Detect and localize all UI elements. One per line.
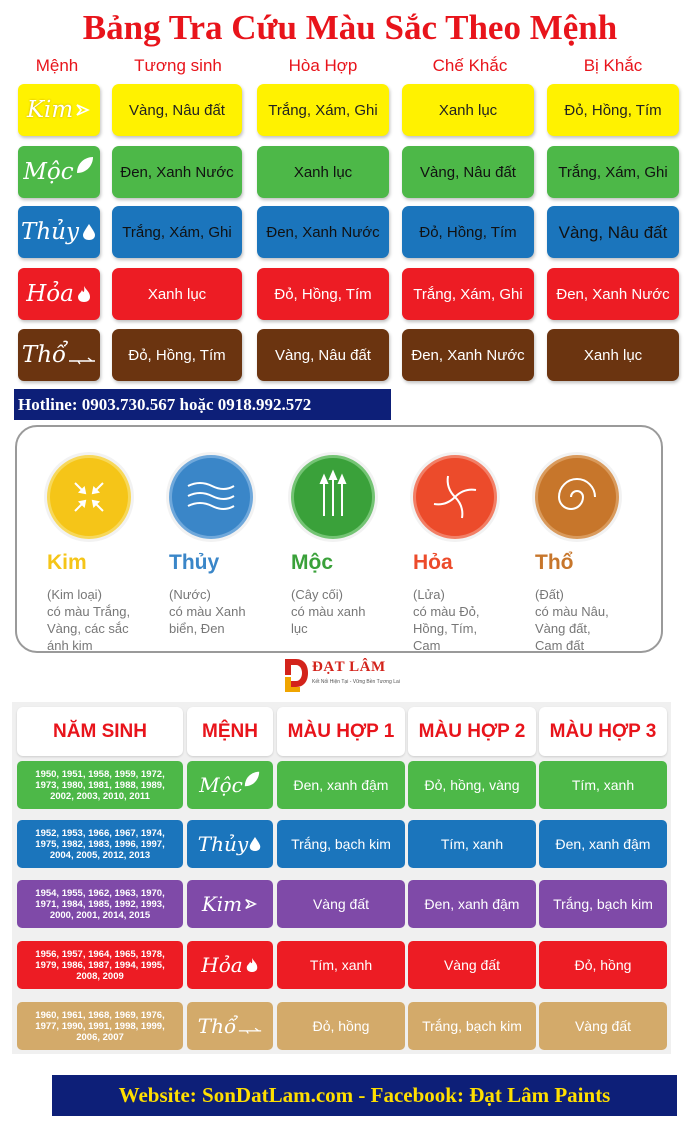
menh-moc-badge	[18, 146, 100, 198]
page-title: Bảng Tra Cứu Màu Sắc Theo Mệnh	[82, 8, 618, 47]
menh-label: Thổ	[21, 342, 67, 368]
kim-circle-icon	[47, 455, 131, 539]
cell-hoa-hop: Đen, Xanh Nước	[257, 206, 389, 258]
desc-line: Vàng đất,	[535, 621, 591, 636]
menh-hoa-badge	[187, 941, 273, 989]
logo-brand: ĐẠT LÂM	[312, 659, 386, 675]
cell-bi-khac: Trắng, Xám, Ghi	[547, 146, 679, 198]
menh-kim-badge	[18, 84, 100, 136]
desc-line: lục	[291, 621, 308, 636]
years-cell	[17, 880, 183, 928]
menh-label: Hỏa	[201, 953, 243, 977]
element-name: Kim	[47, 551, 87, 574]
hoa-circle-icon	[413, 455, 497, 539]
cell-bi-khac: Đen, Xanh Nước	[547, 268, 679, 320]
menh-label: Mộc	[23, 159, 74, 185]
cell-tuong-sinh: Xanh lục	[112, 268, 242, 320]
flame-icon	[76, 285, 92, 303]
menh-label: Mộc	[199, 773, 243, 797]
cell-bi-khac: Vàng, Nâu đất	[547, 206, 679, 258]
menh-label: Thủy	[21, 219, 79, 245]
years-cell	[17, 761, 183, 809]
element-hoa	[413, 455, 535, 654]
menh-thuy-badge	[18, 206, 100, 258]
flame-icon	[245, 957, 259, 973]
desc-line: (Đất)	[535, 587, 564, 602]
header-menh: Mệnh	[35, 56, 79, 75]
cell-che-khac: Đen, Xanh Nước	[402, 329, 534, 381]
desc-line: Cam đất	[535, 638, 585, 653]
ground-icon	[68, 355, 96, 365]
desc-line: (Kim loại)	[47, 587, 102, 602]
header-menh: MỆNH	[187, 707, 273, 756]
cell-che-khac: Trắng, Xám, Ghi	[402, 268, 534, 320]
cell-tuong-sinh: Vàng, Nâu đất	[112, 84, 242, 136]
cell-che-khac: Xanh lục	[402, 84, 534, 136]
menh-tho-badge	[18, 329, 100, 381]
years-line: 2008, 2009	[76, 970, 124, 982]
years-line: 1979, 1986, 1987, 1994, 1995,	[35, 959, 165, 971]
mau-hop-1-cell: Tím, xanh	[277, 941, 405, 989]
logo-tagline: Kết Nối Hiện Tại - Vững Bền Tương Lai	[312, 679, 400, 685]
leaf-icon	[243, 770, 261, 788]
years-line: 1960, 1961, 1968, 1969, 1976,	[35, 1009, 165, 1021]
desc-line: có màu Nâu,	[535, 604, 609, 619]
water-drop-icon	[81, 223, 97, 241]
element-desc	[291, 586, 413, 637]
mau-hop-3-cell: Đỏ, hồng	[539, 941, 667, 989]
table-row-hoa	[0, 268, 700, 322]
cell-tuong-sinh: Đỏ, Hồng, Tím	[112, 329, 242, 381]
cell-tuong-sinh: Trắng, Xám, Ghi	[112, 206, 242, 258]
years-cell	[17, 820, 183, 868]
cell-bi-khac: Đỏ, Hồng, Tím	[547, 84, 679, 136]
dat-lam-logo	[282, 657, 402, 697]
desc-line: (Lửa)	[413, 587, 445, 602]
menh-moc-badge	[187, 761, 273, 809]
arrow-icon	[244, 897, 258, 911]
menh-label: Kim	[201, 892, 243, 916]
desc-line: có màu Xanh	[169, 604, 246, 619]
menh-label: Hỏa	[26, 281, 74, 307]
website-banner: Website: SonDatLam.com - Facebook: Đạt Lâm Paints	[52, 1075, 677, 1116]
header-bi-khac: Bị Khắc	[583, 56, 643, 75]
element-desc	[413, 586, 535, 654]
header-mau-hop-2: MÀU HỢP 2	[408, 707, 536, 756]
moc-circle-icon	[291, 455, 375, 539]
element-thuy	[169, 455, 291, 637]
element-desc	[47, 586, 169, 654]
header-tuong-sinh: Tương sinh	[134, 56, 222, 75]
element-name: Thổ	[535, 551, 574, 574]
cell-che-khac: Vàng, Nâu đất	[402, 146, 534, 198]
mau-hop-3-cell: Trắng, bạch kim	[539, 880, 667, 928]
element-name: Mộc	[291, 551, 333, 574]
cell-hoa-hop: Đỏ, Hồng, Tím	[257, 268, 389, 320]
mau-hop-3-cell: Vàng đất	[539, 1002, 667, 1050]
years-line: 1975, 1982, 1983, 1996, 1997,	[35, 838, 165, 850]
table-row-kim	[0, 84, 700, 138]
years-line: 1954, 1955, 1962, 1963, 1970,	[35, 887, 165, 899]
menh-thuy-badge	[187, 820, 273, 868]
tho-circle-icon	[535, 455, 619, 539]
mau-hop-3-cell: Đen, xanh đậm	[539, 820, 667, 868]
years-line: 1956, 1957, 1964, 1965, 1978,	[35, 948, 165, 960]
header-che-khac: Chế Khắc	[432, 56, 508, 75]
header-mau-hop-1: MÀU HỢP 1	[277, 707, 405, 756]
years-cell	[17, 1002, 183, 1050]
years-cell	[17, 941, 183, 989]
years-line: 1973, 1980, 1981, 1988, 1989,	[35, 779, 165, 791]
menh-kim-badge	[187, 880, 273, 928]
element-color-table	[0, 82, 700, 386]
element-tho	[535, 455, 657, 654]
years-line: 2006, 2007	[76, 1031, 124, 1043]
desc-line: Cam	[413, 638, 441, 653]
cell-hoa-hop: Vàng, Nâu đất	[257, 329, 389, 381]
desc-line: ánh kim	[47, 638, 93, 653]
menh-tho-badge	[187, 1002, 273, 1050]
ground-icon	[238, 1025, 262, 1035]
mau-hop-1-cell: Đen, xanh đậm	[277, 761, 405, 809]
mau-hop-2-cell: Đen, xanh đậm	[408, 880, 536, 928]
cell-hoa-hop: Xanh lục	[257, 146, 389, 198]
years-line: 1977, 1990, 1991, 1998, 1999,	[35, 1020, 165, 1032]
mau-hop-1-cell: Trắng, bạch kim	[277, 820, 405, 868]
menh-hoa-badge	[18, 268, 100, 320]
table-row-tho	[0, 329, 700, 383]
element-name: Hỏa	[413, 551, 453, 574]
menh-label: Thổ	[197, 1014, 237, 1038]
mau-hop-2-cell: Vàng đất	[408, 941, 536, 989]
desc-line: biển, Đen	[169, 621, 225, 636]
mau-hop-1-cell: Đỏ, hồng	[277, 1002, 405, 1050]
cell-hoa-hop: Trắng, Xám, Ghi	[257, 84, 389, 136]
years-line: 2004, 2005, 2012, 2013	[49, 849, 151, 861]
years-line: 1971, 1984, 1985, 1992, 1993,	[35, 898, 165, 910]
element-desc	[535, 586, 657, 654]
years-line: 2000, 2001, 2014, 2015	[49, 909, 151, 921]
mau-hop-2-cell: Đỏ, hồng, vàng	[408, 761, 536, 809]
desc-line: Hồng, Tím,	[413, 621, 478, 636]
years-line: 1952, 1953, 1966, 1967, 1974,	[35, 827, 165, 839]
header-mau-hop-3: MÀU HỢP 3	[539, 707, 667, 756]
five-elements-panel	[15, 425, 663, 653]
mau-hop-2-cell: Trắng, bạch kim	[408, 1002, 536, 1050]
menh-label: Kim	[26, 97, 74, 123]
desc-line: (Nước)	[169, 587, 211, 602]
cell-tuong-sinh: Đen, Xanh Nước	[112, 146, 242, 198]
desc-line: có màu Trắng,	[47, 604, 131, 619]
birth-year-table	[12, 702, 671, 1054]
cell-che-khac: Đỏ, Hồng, Tím	[402, 206, 534, 258]
element-desc	[169, 586, 291, 637]
cell-bi-khac: Xanh lục	[547, 329, 679, 381]
mau-hop-3-cell: Tím, xanh	[539, 761, 667, 809]
thuy-circle-icon	[169, 455, 253, 539]
arrow-icon	[75, 102, 91, 118]
table-row-thuy	[0, 206, 700, 260]
years-line: 1950, 1951, 1958, 1959, 1972,	[35, 768, 165, 780]
header-hoa-hop: Hòa Hợp	[288, 56, 358, 75]
leaf-icon	[75, 155, 95, 175]
desc-line: có màu xanh	[291, 604, 366, 619]
desc-line: có màu Đỏ,	[413, 604, 480, 619]
mau-hop-2-cell: Tím, xanh	[408, 820, 536, 868]
header-nam-sinh: NĂM SINH	[17, 707, 183, 756]
element-name: Thủy	[169, 551, 220, 574]
element-moc	[291, 455, 413, 637]
water-drop-icon	[248, 836, 262, 852]
element-kim	[47, 455, 169, 654]
table-row-moc	[0, 146, 700, 200]
hotline-banner: Hotline: 0903.730.567 hoặc 0918.992.572	[14, 389, 391, 420]
menh-label: Thủy	[197, 832, 249, 856]
desc-line: Vàng, các sắc	[47, 621, 129, 636]
mau-hop-1-cell: Vàng đất	[277, 880, 405, 928]
desc-line: (Cây cối)	[291, 587, 344, 602]
logo-mark-icon	[282, 657, 310, 693]
years-line: 2002, 2003, 2010, 2011	[50, 790, 150, 802]
